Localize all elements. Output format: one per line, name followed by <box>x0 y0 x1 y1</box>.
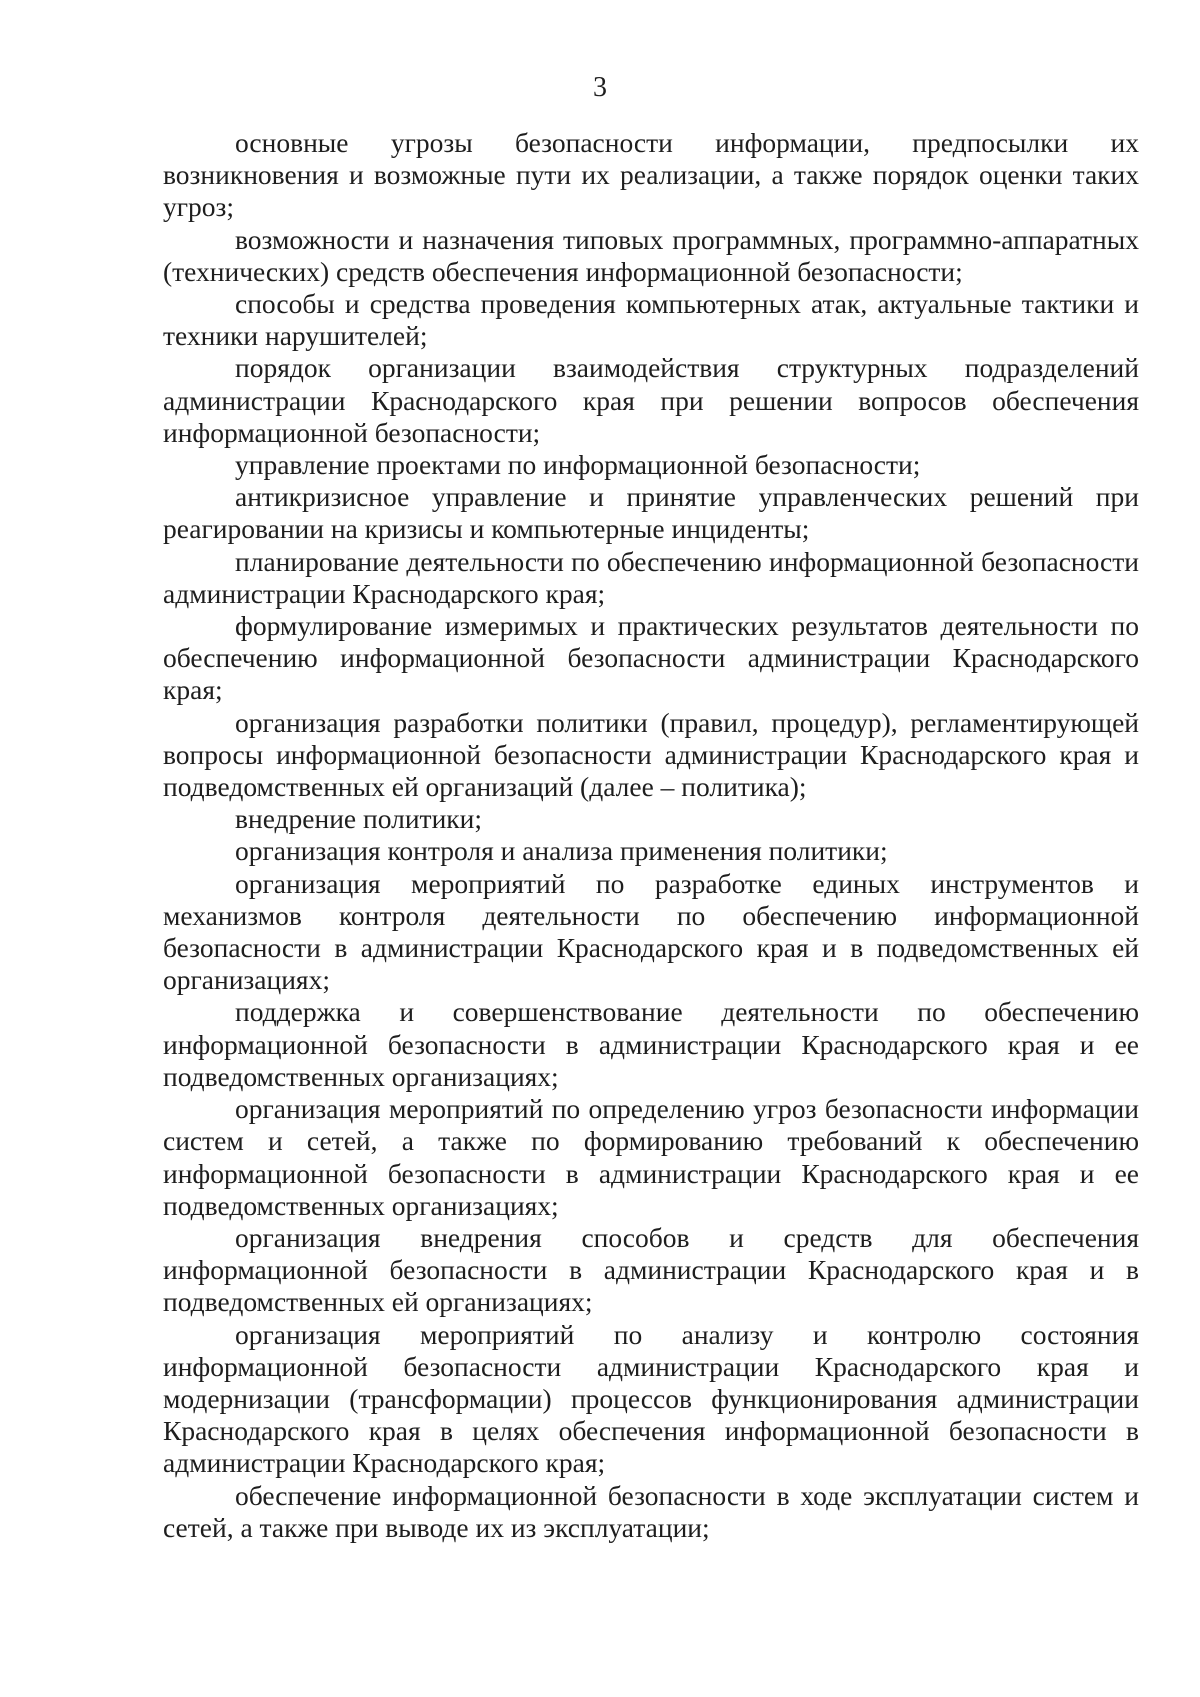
list-item-interaction-order: порядок организации взаимодействия структурных подразделений администрации Краснодарского края при решении вопросов обеспечения информационной безопасности; <box>163 352 1139 448</box>
list-item-tool-capabilities: возможности и назначения типовых программных, программно-аппаратных (технических) средств обеспечения информационной безопасности; <box>163 223 1139 287</box>
list-item-state-analysis: организация мероприятий по анализу и контролю состояния информационной безопасности администрации Краснодарского края и модернизации (трансформации) процессов функционирования администрации Краснодарского края в целях обеспечения информационной безопасности в администрации Краснодарского края; <box>163 1318 1139 1479</box>
list-item-threats: основные угрозы безопасности информации, предпосылки их возникновения и возможные пути их реализации, а также порядок оценки таких угроз; <box>163 127 1139 223</box>
list-item-crisis-management: антикризисное управление и принятие управленческих решений при реагировании на кризисы и компьютерные инциденты; <box>163 481 1139 545</box>
page-number: 3 <box>593 72 607 103</box>
list-item-planning: планирование деятельности по обеспечению информационной безопасности администрации Краснодарского края; <box>163 545 1139 609</box>
list-item-attack-methods: способы и средства проведения компьютерных атак, актуальные тактики и техники нарушителей; <box>163 288 1139 352</box>
list-item-project-management: управление проектами по информационной безопасности; <box>235 449 921 481</box>
list-item-operation-security: обеспечение информационной безопасности в ходе эксплуатации систем и сетей, а также при выводе их из эксплуатации; <box>163 1479 1139 1543</box>
document-body <box>163 127 1139 1544</box>
list-item-policy-development: организация разработки политики (правил, процедур), регламентирующей вопросы информационной безопасности администрации Краснодарского края и подведомственных ей организаций (далее – политика); <box>163 706 1139 803</box>
list-item-results-formulation: формулирование измеримых и практических результатов деятельности по обеспечению информационной безопасности администрации Краснодарского края; <box>163 610 1139 706</box>
list-item-support-improvement: поддержка и совершенствование деятельности по обеспечению информационной безопасности в администрации Краснодарского края и ее подведомственных организациях; <box>163 996 1139 1092</box>
list-item-policy-control: организация контроля и анализа применения политики; <box>235 835 888 867</box>
list-item-control-tools: организация мероприятий по разработке единых инструментов и механизмов контроля деятельности по обеспечению информационной безопасности в администрации Краснодарского края и в подведомственных ей организациях; <box>163 867 1139 996</box>
list-item-threat-identification: организация мероприятий по определению угроз безопасности информации систем и сетей, а также по формированию требований к обеспечению информационной безопасности в администрации Краснодарского края и ее подведомственных организациях; <box>163 1093 1139 1221</box>
list-item-policy-implementation: внедрение политики; <box>235 803 483 835</box>
list-item-security-means: организация внедрения способов и средств для обеспечения информационной безопасности в администрации Краснодарского края и в подведомственных ей организациях; <box>163 1221 1139 1318</box>
